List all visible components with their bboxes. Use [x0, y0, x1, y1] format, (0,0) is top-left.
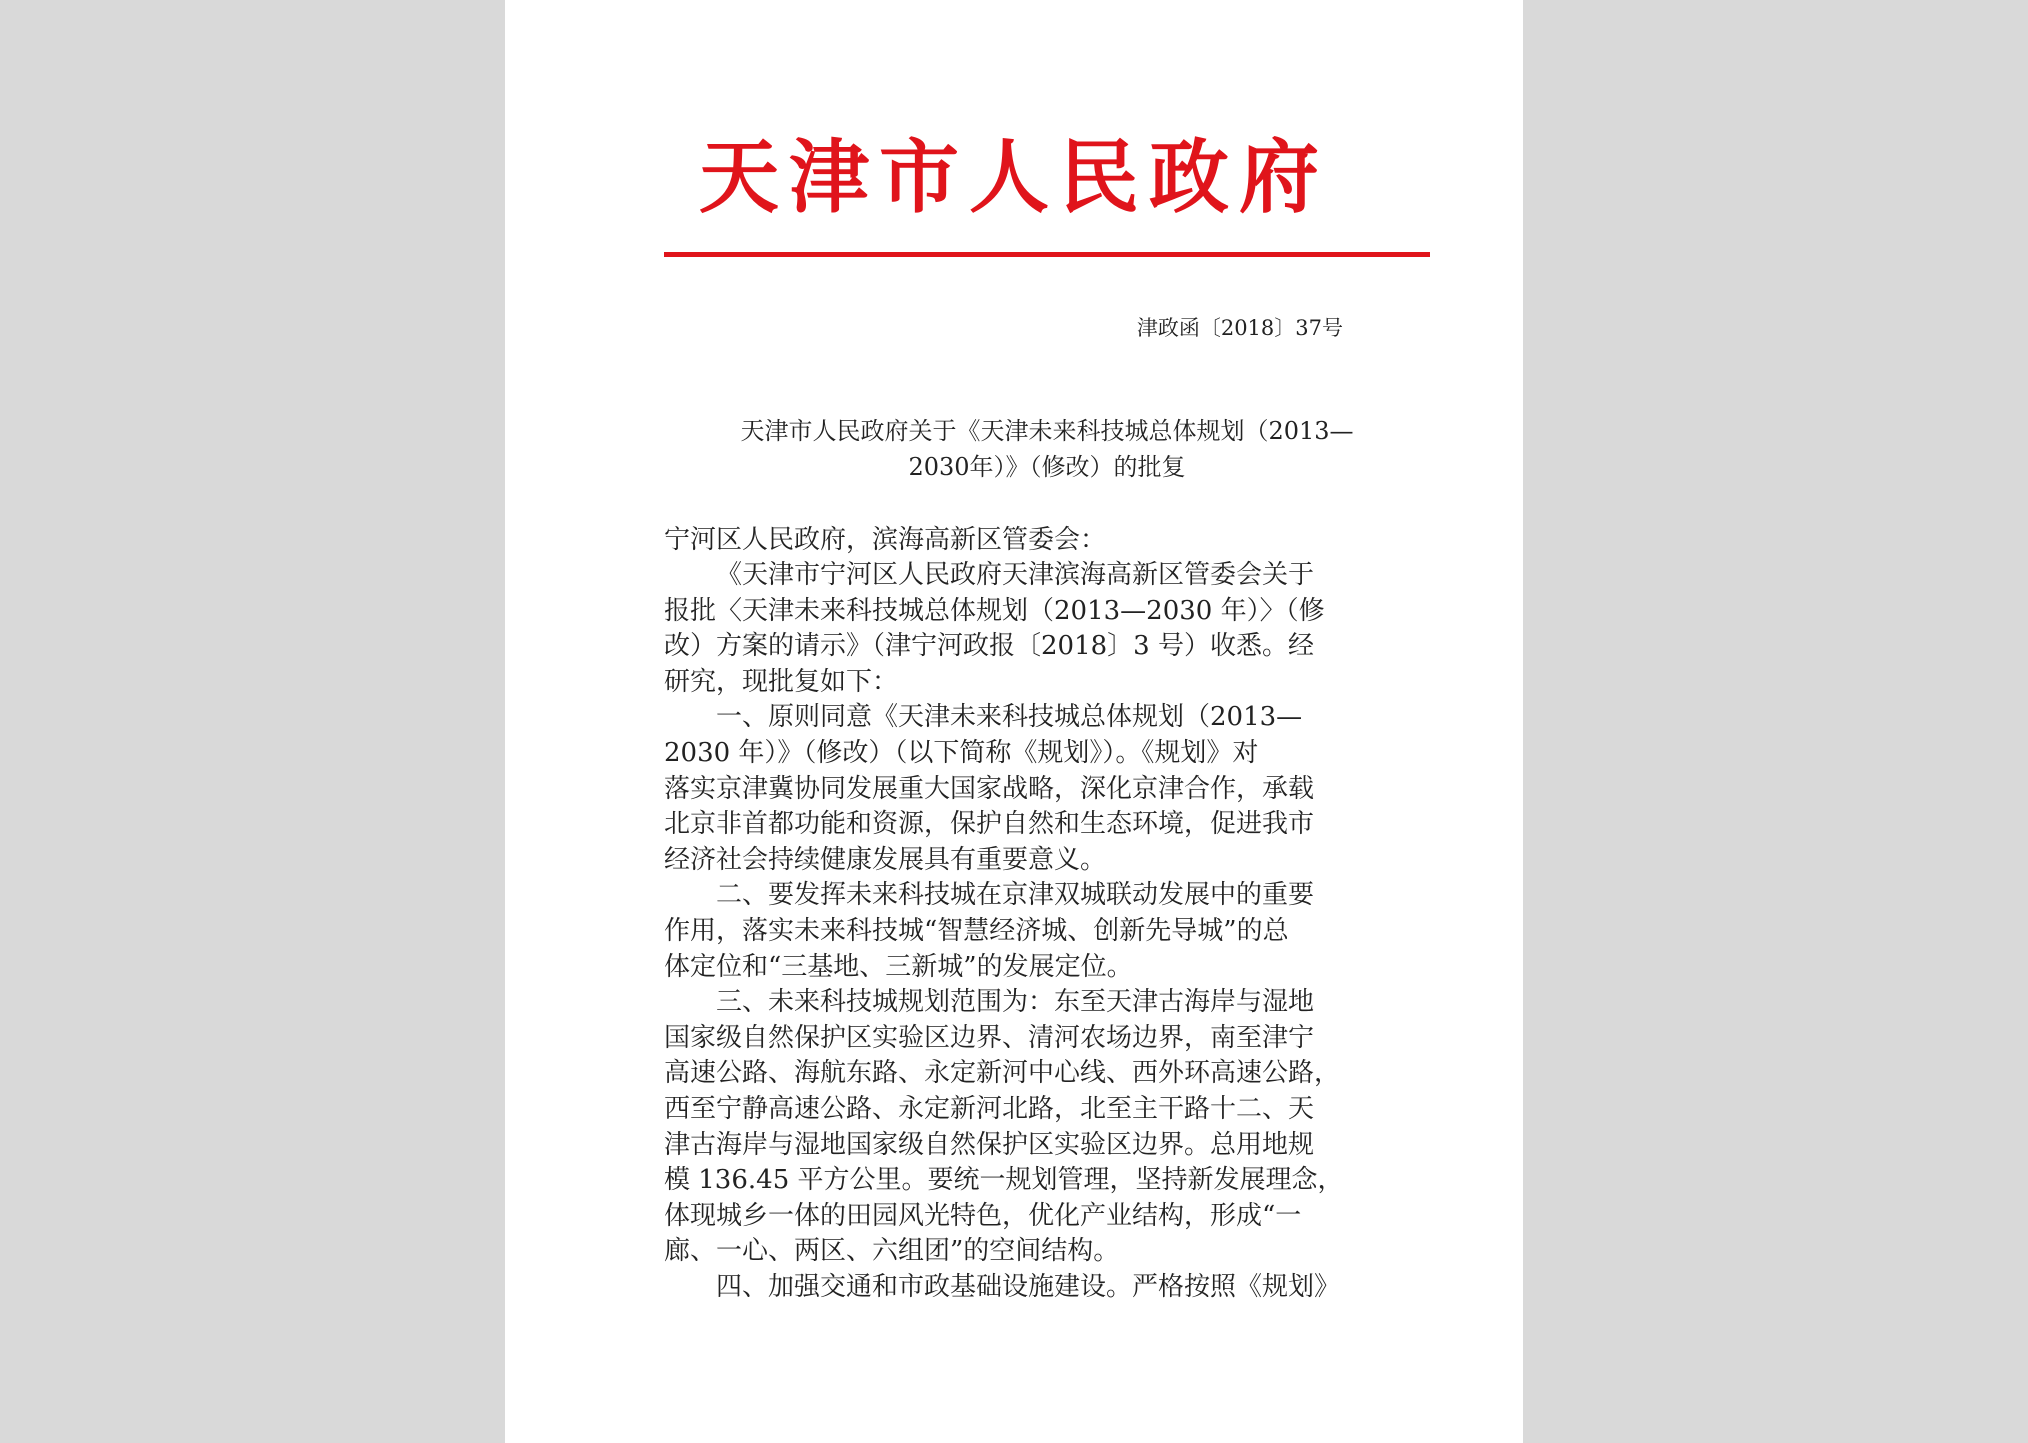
document-title	[664, 413, 1430, 485]
body-text-line: 作用，落实未来科技城“智慧经济城、创新先导城”的总	[664, 915, 1289, 946]
body-text-line: 北京非首都功能和资源，保护自然和生态环境，促进我市	[664, 809, 1315, 840]
body-text-line: 研究，现批复如下：	[664, 666, 899, 697]
body-text-line: 二、要发挥未来科技城在京津双城联动发展中的重要	[716, 880, 1315, 911]
body-text-line: 国家级自然保护区实验区边界、清河农场边界，南至津宁	[664, 1022, 1315, 1053]
document-title-line: 2030年）》（修改）的批复	[908, 453, 1186, 481]
body-text-line: 体现城乡一体的田园风光特色，优化产业结构，形成“一	[664, 1200, 1302, 1231]
body-text-line: 西至宁静高速公路、永定新河北路，北至主干路十二、天	[664, 1093, 1315, 1124]
body-text-line: 《天津市宁河区人民政府天津滨海高新区管委会关于	[716, 560, 1315, 590]
red-divider-rule	[664, 252, 1430, 257]
letterhead-title: 天津市人民政府	[699, 131, 1329, 224]
body-text-line: 津古海岸与湿地国家级自然保护区实验区边界。总用地规	[664, 1129, 1315, 1160]
body-text-line: 报批〈天津未来科技城总体规划（2013—2030 年）〉（修	[664, 595, 1325, 626]
addressee: 宁河区人民政府，滨海高新区管委会：	[664, 525, 1107, 555]
body-text-line: 2030 年）》（修改）（以下简称《规划》）。《规划》对	[664, 737, 1259, 768]
body-text-line: 体定位和“三基地、三新城”的发展定位。	[664, 951, 1133, 982]
document-body	[664, 558, 1464, 1305]
body-text-line: 四、加强交通和市政基础设施建设。严格按照《规划》	[716, 1271, 1341, 1302]
document-title-line: 天津市人民政府关于《天津未来科技城总体规划（2013—	[740, 417, 1354, 445]
body-text-line: 模 136.45 平方公里。要统一规划管理，坚持新发展理念，	[664, 1165, 1344, 1196]
body-text-line: 改）方案的请示》（津宁河政报〔2018〕3 号）收悉。经	[664, 631, 1314, 662]
body-text-line: 三、未来科技城规划范围为：东至天津古海岸与湿地	[716, 987, 1315, 1018]
document-page	[505, 0, 1523, 1443]
body-text-line: 一、原则同意《天津未来科技城总体规划（2013—	[716, 702, 1303, 733]
body-text-line: 经济社会持续健康发展具有重要意义。	[664, 844, 1107, 875]
document-number: 津政函〔2018〕37号	[1136, 316, 1343, 340]
body-text-line: 落实京津冀协同发展重大国家战略，深化京津合作，承载	[664, 773, 1315, 804]
body-text-line: 高速公路、海航东路、永定新河中心线、西外环高速公路，	[664, 1058, 1341, 1089]
body-text-line: 廊、一心、两区、六组团”的空间结构。	[664, 1236, 1120, 1267]
